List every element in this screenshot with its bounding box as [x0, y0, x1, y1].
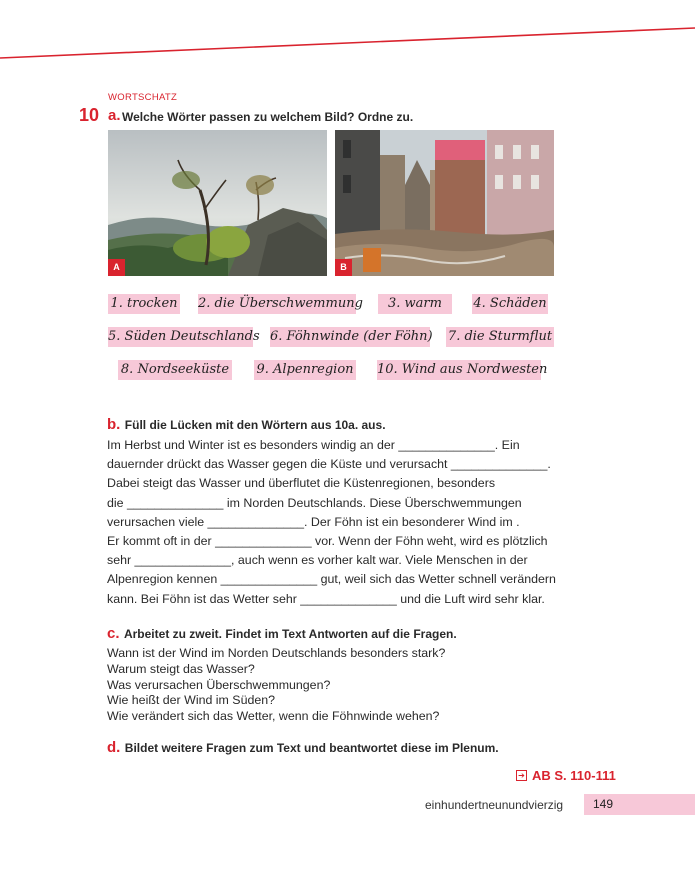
word-chip-2[interactable]: 2. die Überschwemmung [198, 294, 356, 314]
question-item: Wie heißt der Wind im Süden? [107, 693, 276, 708]
part-c-instruction: Arbeitet zu zweit. Findet im Text Antworten auf die Fragen. [123, 627, 457, 641]
question-list [107, 646, 445, 725]
part-c-heading [107, 625, 457, 643]
workbook-reference-text: AB S. 110-111 [532, 768, 616, 783]
photo-b-label: B [335, 259, 352, 276]
word-chip-3[interactable]: 3. warm [378, 294, 452, 314]
section-label: WORTSCHATZ [108, 92, 178, 103]
word-chip-5[interactable]: 5. Süden Deutschlands [108, 327, 253, 347]
part-b-letter: b. [107, 416, 121, 433]
exercise-number: 10 [79, 105, 100, 125]
page-number: 149 [593, 797, 614, 811]
word-chip-6[interactable]: 6. Föhnwinde (der Föhn) [270, 327, 430, 347]
gap-text-line: dauernder drückt das Wasser gegen die Küste und verursacht ______________. [107, 457, 551, 472]
workbook-reference[interactable] [516, 768, 616, 783]
gap-text-line: Er kommt oft in der ______________ vor. Wenn der Föhn weht, wird es plötzlich [107, 534, 548, 549]
word-chip-8[interactable]: 8. Nordseeküste [118, 360, 232, 380]
page-number-word: einhundertneunundvierzig [425, 798, 564, 812]
part-a-instruction: Welche Wörter passen zu welchem Bild? Ordne zu. [122, 110, 414, 124]
word-chip-4[interactable]: 4. Schäden [472, 294, 548, 314]
question-item: Wie verändert sich das Wetter, wenn die Föhnwinde wehen? [107, 709, 440, 724]
gap-fill-text [107, 436, 577, 609]
part-b-heading [107, 416, 386, 434]
gap-text-line: Alpenregion kennen ______________ gut, weil sich das Wetter schnell verändern [107, 572, 556, 587]
photo-a-label: A [108, 259, 125, 276]
gap-text-line: verursachen viele ______________. Der Föhn ist ein besonderer Wind im . [107, 514, 520, 529]
part-a-letter: a. [108, 107, 121, 124]
question-item: Was verursachen Überschwemmungen? [107, 677, 331, 692]
word-chip-10[interactable]: 10. Wind aus Nordwesten [377, 360, 541, 380]
word-chip-7[interactable]: 7. die Sturmflut [446, 327, 554, 347]
gap-text-line: Dabei steigt das Wasser und überflutet die Küstenregionen, besonders [107, 476, 496, 491]
part-d-heading [107, 739, 499, 757]
gap-text-line: Im Herbst und Winter ist es besonders windig an der ______________. Ein [107, 438, 520, 452]
gap-text-line: sehr ______________, auch wenn es vorher kalt war. Viele Menschen in der [107, 553, 528, 568]
photo-b-flooded-street [335, 130, 554, 276]
part-d-letter: d. [107, 739, 121, 756]
gap-text-line: die ______________ im Norden Deutschlands. Diese Überschwemmungen [107, 495, 522, 510]
part-b-instruction: Füll die Lücken mit den Wörtern aus 10a. aus. [124, 418, 386, 432]
question-item: Warum steigt das Wasser? [107, 661, 255, 676]
arrow-icon: ➔ [516, 770, 527, 781]
part-c-letter: c. [107, 625, 120, 642]
question-item: Wann ist der Wind im Norden Deutschlands besonders stark? [107, 646, 446, 660]
gap-text-line: kann. Bei Föhn ist das Wetter sehr ______________ und die Luft wird sehr klar. [107, 591, 545, 606]
part-d-instruction: Bildet weitere Fragen zum Text und beantwortet diese im Plenum. [124, 741, 499, 755]
top-decorative-line [0, 0, 695, 70]
word-chip-1[interactable]: 1. trocken [108, 294, 180, 314]
photo-a-windy-tree [108, 130, 327, 276]
word-chip-9[interactable]: 9. Alpenregion [254, 360, 356, 380]
